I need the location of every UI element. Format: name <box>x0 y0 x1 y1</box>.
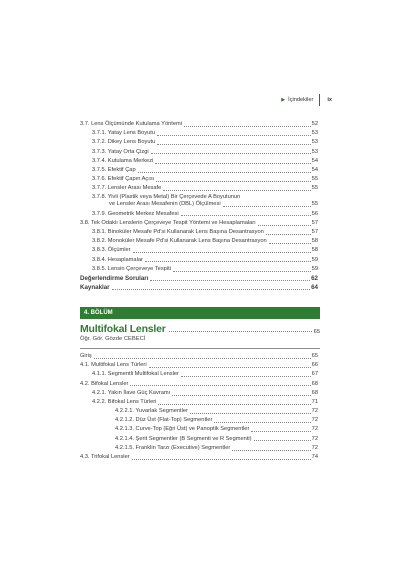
toc-entry[interactable] <box>80 256 318 265</box>
toc-entry-page-number: 72 <box>311 408 318 415</box>
toc-entry[interactable] <box>80 426 318 435</box>
toc-entry-title: Giriş <box>80 352 92 359</box>
dot-leader <box>214 422 310 423</box>
toc-entry-title: 3.7.8. Yivli (Plastik veya Metal) Bir Çerçevede A Boyutunun <box>92 193 241 200</box>
dot-leader <box>173 271 311 272</box>
toc-entry-title: 3.7.9. Geometrik Merkez Mesafesi <box>92 210 179 217</box>
toc-entry-title: 3.7.1. Yatay Lens Boyutu <box>92 130 156 137</box>
toc-entry-title: 3.8.3. Ölçümler <box>92 247 131 254</box>
toc-entry[interactable] <box>80 194 318 201</box>
toc-entry-page-number: 57 <box>311 219 318 226</box>
toc-entry-page-number: 65 <box>311 352 318 359</box>
toc-entry[interactable] <box>80 228 318 237</box>
toc-entry[interactable] <box>80 407 318 416</box>
toc-entry[interactable] <box>80 444 318 453</box>
toc-entry[interactable] <box>80 416 318 425</box>
toc-entry[interactable] <box>80 398 318 407</box>
dot-leader <box>190 413 311 414</box>
dot-leader <box>254 440 311 441</box>
dot-leader <box>223 206 311 207</box>
toc-entry-page-number: 58 <box>311 238 318 245</box>
dot-leader <box>150 280 310 281</box>
toc-entry-page-number: 64 <box>311 284 318 292</box>
dot-leader <box>94 358 311 359</box>
toc-entry[interactable] <box>80 138 318 147</box>
toc-entry-page-number: 56 <box>311 210 318 217</box>
toc-entry[interactable] <box>80 274 318 283</box>
chapter-label-bar <box>80 307 320 319</box>
toc-entry[interactable] <box>80 389 318 398</box>
toc-entry[interactable] <box>80 157 318 166</box>
dot-leader <box>266 234 311 235</box>
toc-entry-page-number: 68 <box>311 380 318 387</box>
toc-entry-page-number: 62 <box>311 274 318 282</box>
dot-leader <box>130 385 310 386</box>
dot-leader <box>258 225 311 226</box>
toc-entry[interactable] <box>80 166 318 175</box>
toc-entry-title: 4.2.1. Yakın İlave Güç Kavramı <box>92 389 171 396</box>
chapter-title-row[interactable] <box>80 323 320 335</box>
toc-entry-page-number: 67 <box>311 371 318 378</box>
toc-entry-page-number: 57 <box>311 229 318 236</box>
toc-section-chapter-3 <box>80 120 318 292</box>
toc-entry[interactable] <box>80 237 318 246</box>
toc-entry-page-number: 72 <box>311 426 318 433</box>
toc-entry-title: 3.8.4. Hesaplamalar <box>92 256 143 263</box>
toc-entry[interactable] <box>80 265 318 274</box>
toc-entry[interactable] <box>80 148 318 157</box>
toc-entry[interactable] <box>80 184 318 193</box>
toc-entry-title: Değerlendirme Soruları <box>80 274 149 282</box>
toc-entry[interactable] <box>80 219 318 228</box>
dot-leader <box>172 395 310 396</box>
toc-entry[interactable] <box>80 120 318 129</box>
toc-entry-page-number: 72 <box>311 444 318 451</box>
dot-leader <box>155 163 310 164</box>
toc-entry[interactable] <box>80 129 318 138</box>
dot-leader <box>181 215 311 216</box>
dot-leader <box>149 367 311 368</box>
dot-leader <box>163 190 310 191</box>
toc-entry[interactable] <box>80 435 318 444</box>
toc-entry-page-number: 58 <box>311 247 318 254</box>
dot-leader <box>145 261 311 262</box>
toc-entry-page-number: 55 <box>311 176 318 183</box>
toc-entry-page-number: 59 <box>311 256 318 263</box>
dot-leader <box>133 252 311 253</box>
toc-entry-page-number: 53 <box>311 139 318 146</box>
dot-leader <box>156 181 310 182</box>
dot-leader <box>181 376 311 377</box>
dot-leader <box>157 135 311 136</box>
toc-entry-title: 4.1. Multifokal Lens Türleri <box>80 362 147 369</box>
chapter-label: 4. BÖLÜM <box>84 310 113 316</box>
toc-entry-page-number: 74 <box>311 454 318 461</box>
toc-entry-title: 3.8.1. Binoküler Mesafe Pd'si Kullanarak Lens Başına Desantrasyon <box>92 229 264 236</box>
toc-entry-page-number: 68 <box>311 389 318 396</box>
chapter-title: Multifokal Lensler <box>80 323 166 335</box>
dot-leader <box>169 331 312 332</box>
toc-entry[interactable] <box>80 210 318 219</box>
toc-entry[interactable] <box>80 246 318 255</box>
toc-entry[interactable] <box>80 370 318 379</box>
chapter-page-number: 65 <box>313 329 320 335</box>
chapter-author: Öğr. Gör. Gözde CEBECİ <box>80 336 146 342</box>
toc-entry-page-number: 71 <box>311 398 318 405</box>
toc-entry-page-number: 55 <box>311 185 318 192</box>
toc-entry-page-number: 72 <box>311 435 318 442</box>
toc-entry-title: 4.1.1. Segmentli Multifokal Lensler <box>92 371 179 378</box>
dot-leader <box>251 431 310 432</box>
toc-entry-title: 4.2.1.3. Curve-Top (Eğri Üst) ve Panoptik Segmentler <box>115 426 250 433</box>
dot-leader <box>184 126 311 127</box>
toc-entry-page-number: 53 <box>311 148 318 155</box>
toc-entry-page-number: 52 <box>311 120 318 127</box>
dot-leader <box>232 450 310 451</box>
toc-entry-title: 4.2.2.1. Yuvarlak Segmentler <box>115 408 188 415</box>
toc-entry-title: 3.8.2. Monoküler Mesafe Pd'si Kullanarak Lens Başına Desantrasyon <box>92 238 267 245</box>
header-page-number: ix <box>327 97 332 103</box>
triangle-bullet-icon: ▶ <box>281 97 286 103</box>
toc-entry-title: 4.2.2. Bifokal Lens Türleri <box>92 398 157 405</box>
toc-section-chapter-4 <box>80 352 318 462</box>
toc-entry-page-number: 72 <box>311 417 318 424</box>
toc-entry[interactable] <box>80 361 318 370</box>
toc-entry[interactable] <box>80 175 318 184</box>
header-section-title: İçindekiler <box>288 97 314 103</box>
toc-entry-title: 3.7.6. Efektif Çapın Açısı <box>92 176 155 183</box>
toc-entry-title: Kaynaklar <box>80 284 110 292</box>
toc-entry-title: 4.2.1.4. Şerit Segmentler (B Segmenti ve R Segmenti) <box>115 435 252 442</box>
toc-entry-title: 3.7.3. Yatay Orta Çizgi <box>92 148 149 155</box>
toc-entry-page-number: 54 <box>311 157 318 164</box>
toc-entry-title: 3.7.5. Efektif Çap <box>92 166 136 173</box>
toc-entry-title: 4.2.1.5. Franklin Tarzı (Executive) Segmentler <box>115 444 231 451</box>
dot-leader <box>112 289 311 290</box>
dot-leader <box>138 172 311 173</box>
toc-entry-title: 3.7.4. Kutulama Merkezi <box>92 157 154 164</box>
toc-entry-title: 3.7.7. Lensler Arası Mesafe <box>92 185 162 192</box>
toc-entry-title: ve Lensler Arası Mesafenin (DBL) Ölçülmesi <box>109 201 221 208</box>
toc-entry[interactable] <box>80 283 318 292</box>
toc-entry-title: 4.2. Bifokal Lensler <box>80 380 129 387</box>
toc-entry-title: 3.7.2. Dikey Lens Boyutu <box>92 139 156 146</box>
toc-entry-page-number: 55 <box>311 201 318 208</box>
dot-leader <box>269 243 311 244</box>
toc-entry-page-number: 53 <box>311 130 318 137</box>
toc-entry[interactable] <box>80 380 318 389</box>
divider-line <box>80 348 320 349</box>
toc-entry-page-number: 59 <box>311 265 318 272</box>
toc-entry-page-number: 54 <box>311 166 318 173</box>
toc-entry[interactable] <box>80 201 318 210</box>
dot-leader <box>158 404 310 405</box>
dot-leader <box>157 144 310 145</box>
toc-entry-title: 3.8.5. Lensin Çerçeveye Tespiti <box>92 265 171 272</box>
toc-entry-title: 4.2.1.2. Düz Üst (Flat-Top) Segmentler <box>115 417 213 424</box>
toc-entry-title: 3.8. Tek Odaklı Lenslerin Çerçeveye Tespit Yöntemi ve Hesaplamaları <box>80 219 256 226</box>
running-header <box>281 94 332 106</box>
header-divider <box>319 94 320 106</box>
toc-entry[interactable] <box>80 352 318 361</box>
toc-entry-title: 4.3. Trifokal Lensler <box>80 454 130 461</box>
toc-entry[interactable] <box>80 453 318 462</box>
dot-leader <box>132 459 311 460</box>
toc-entry-title: 3.7. Lens Ölçümünde Kutulama Yöntemi <box>80 120 183 127</box>
dot-leader <box>151 153 311 154</box>
toc-entry-page-number: 66 <box>311 362 318 369</box>
